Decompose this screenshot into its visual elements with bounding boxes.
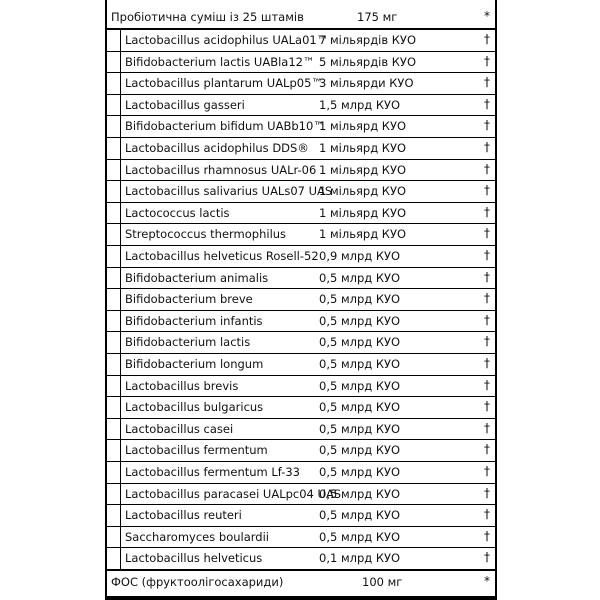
strain-amount: 0,5 млрд КУО [319, 529, 401, 544]
indent-rule [120, 137, 121, 159]
indent-rule [120, 223, 121, 245]
strain-row [107, 51, 495, 74]
strain-row [107, 375, 495, 398]
indent-rule [120, 353, 121, 375]
strain-name: Lactobacillus salivarius UALs07 UAS [125, 184, 333, 199]
strain-row [107, 461, 495, 484]
indent-rule [120, 547, 121, 569]
strain-name: Bifidobacterium longum [125, 357, 264, 371]
strain-amount: 1 мільярд КУО [319, 205, 407, 220]
indent-rule [120, 180, 121, 202]
strain-row [107, 439, 495, 462]
strain-row [107, 94, 495, 117]
fos-name: ФОС (фруктоолігосахариди) [111, 575, 284, 589]
blend-name: Пробіотична суміш із 25 штамів [111, 10, 304, 24]
strain-name: Saccharomyces boulardii [125, 529, 269, 544]
strain-row [107, 288, 495, 311]
blend-mark: * [484, 9, 490, 23]
blend-header-row [107, 6, 495, 30]
dagger-mark: † [484, 53, 490, 68]
strain-row [107, 245, 495, 268]
dagger-mark: † [484, 161, 490, 176]
dagger-mark: † [484, 507, 490, 522]
strain-name: Lactobacillus reuteri [125, 508, 242, 523]
strain-name: Lactobacillus plantarum UALp05™ [125, 76, 323, 91]
strain-name: Streptococcus thermophilus [125, 227, 287, 242]
strain-name: Lactobacillus paracasei UALpc04 UAS [125, 486, 342, 501]
dagger-mark: † [484, 96, 490, 111]
strain-amount: 0,5 млрд КУО [319, 270, 401, 285]
indent-rule [120, 418, 121, 440]
indent-rule [120, 504, 121, 526]
blend-amount: 175 мг [357, 10, 398, 24]
dagger-mark: † [484, 442, 490, 457]
dagger-mark: † [484, 377, 490, 392]
strain-row [107, 396, 495, 419]
indent-rule [120, 115, 121, 137]
indent-rule [120, 29, 121, 51]
indent-rule [120, 94, 121, 116]
strain-name: Lactobacillus rhamnosus UALr-06 [125, 162, 317, 177]
strain-amount: 1 мільярд КУО [319, 227, 407, 242]
strain-row [107, 483, 495, 506]
strain-amount: 0,5 млрд КУО [319, 508, 401, 523]
strain-amount: 1,5 млрд КУО [319, 97, 401, 112]
dagger-mark: † [484, 464, 490, 478]
indent-rule [120, 202, 121, 224]
indent-rule [120, 51, 121, 73]
strain-row [107, 504, 495, 527]
strain-amount: 0,5 млрд КУО [319, 443, 401, 458]
strain-row [107, 223, 495, 246]
indent-rule [120, 159, 121, 181]
supplement-facts-table [105, 0, 497, 600]
strain-row [107, 159, 495, 182]
dagger-mark: † [484, 528, 490, 543]
dagger-mark: † [484, 32, 490, 46]
strain-amount: 0,5 млрд КУО [319, 421, 401, 436]
strain-row [107, 180, 495, 203]
dagger-mark: † [484, 269, 490, 284]
strain-row [107, 310, 495, 333]
strain-row [107, 353, 495, 376]
strain-name: Bifidobacterium breve [125, 292, 253, 307]
dagger-mark: † [484, 226, 490, 241]
indent-rule [120, 267, 121, 289]
strain-amount: 0,5 млрд КУО [319, 486, 401, 501]
fos-amount: 100 мг [362, 575, 403, 589]
strain-name: Lactobacillus helveticus [125, 551, 263, 566]
strain-amount: 0,5 млрд КУО [319, 465, 401, 479]
dagger-mark: † [484, 118, 490, 133]
dagger-mark: † [484, 183, 490, 198]
fos-mark: * [484, 574, 490, 588]
indent-rule [120, 439, 121, 461]
dagger-mark: † [484, 248, 490, 262]
bottom-rule [107, 596, 495, 600]
indent-rule [120, 72, 121, 94]
strain-name: Lactobacillus acidophilus DDS® [125, 141, 309, 155]
strain-amount: 1 мільярд КУО [319, 141, 407, 155]
strain-amount: 7 мільярдів КУО [319, 33, 416, 47]
indent-rule [120, 245, 121, 267]
strain-amount: 0,1 млрд КУО [319, 551, 401, 566]
strain-name: Lactobacillus gasseri [125, 97, 245, 112]
dagger-mark: † [484, 420, 490, 435]
strain-row [107, 547, 495, 570]
dagger-mark: † [484, 140, 490, 154]
dagger-mark: † [484, 550, 490, 565]
strain-name: Bifidobacterium lactis [125, 335, 251, 350]
strain-row [107, 331, 495, 354]
strain-row [107, 267, 495, 290]
strain-amount: 0,5 млрд КУО [319, 357, 401, 371]
strain-name: Lactococcus lactis [125, 205, 230, 220]
strain-amount: 0,5 млрд КУО [319, 400, 401, 415]
dagger-mark: † [484, 334, 490, 349]
strain-row [107, 418, 495, 441]
strain-name: Lactobacillus fermentum [125, 443, 268, 458]
strain-amount: 0,5 млрд КУО [319, 292, 401, 307]
strain-name: Lactobacillus brevis [125, 378, 239, 393]
strain-name: Bifidobacterium lactis UABla12™ [125, 54, 315, 69]
strain-amount: 0,5 млрд КУО [319, 335, 401, 350]
strain-amount: 5 мільярдів КУО [319, 54, 416, 69]
strain-row [107, 29, 495, 52]
strain-row [107, 115, 495, 138]
indent-rule [120, 288, 121, 310]
strain-name: Lactobacillus bulgaricus [125, 400, 264, 415]
strain-row [107, 72, 495, 95]
dagger-mark: † [484, 204, 490, 219]
dagger-mark: † [484, 356, 490, 370]
strain-name: Bifidobacterium bifidum UABb10™ [125, 119, 325, 134]
strain-row [107, 526, 495, 549]
indent-rule [120, 461, 121, 483]
strain-amount: 0,5 млрд КУО [319, 378, 401, 393]
dagger-mark: † [484, 75, 490, 90]
strain-name: Bifidobacterium animalis [125, 270, 269, 285]
strain-name: Lactobacillus helveticus Rosell-52 [125, 249, 319, 263]
strain-amount: 0,9 млрд КУО [319, 249, 401, 263]
indent-rule [120, 526, 121, 548]
dagger-mark: † [484, 485, 490, 500]
strain-amount: 1 мільярд КУО [319, 184, 407, 199]
strain-amount: 1 мільярд КУО [319, 162, 407, 177]
strain-row [107, 137, 495, 160]
indent-rule [120, 396, 121, 418]
indent-rule [120, 483, 121, 505]
strain-name: Bifidobacterium infantis [125, 313, 263, 328]
dagger-mark: † [484, 312, 490, 327]
dagger-mark: † [484, 399, 490, 414]
strain-amount: 0,5 млрд КУО [319, 313, 401, 328]
dagger-mark: † [484, 291, 490, 306]
strain-row [107, 202, 495, 225]
strain-amount: 1 мільярд КУО [319, 119, 407, 134]
indent-rule [120, 331, 121, 353]
fos-row [107, 569, 495, 593]
strain-amount: 3 мільярди КУО [319, 76, 414, 91]
strain-name: Lactobacillus fermentum Lf-33 [125, 465, 300, 479]
indent-rule [120, 375, 121, 397]
indent-rule [120, 310, 121, 332]
strain-name: Lactobacillus casei [125, 421, 234, 436]
strain-name: Lactobacillus acidophilus UALa01™ [125, 33, 329, 47]
